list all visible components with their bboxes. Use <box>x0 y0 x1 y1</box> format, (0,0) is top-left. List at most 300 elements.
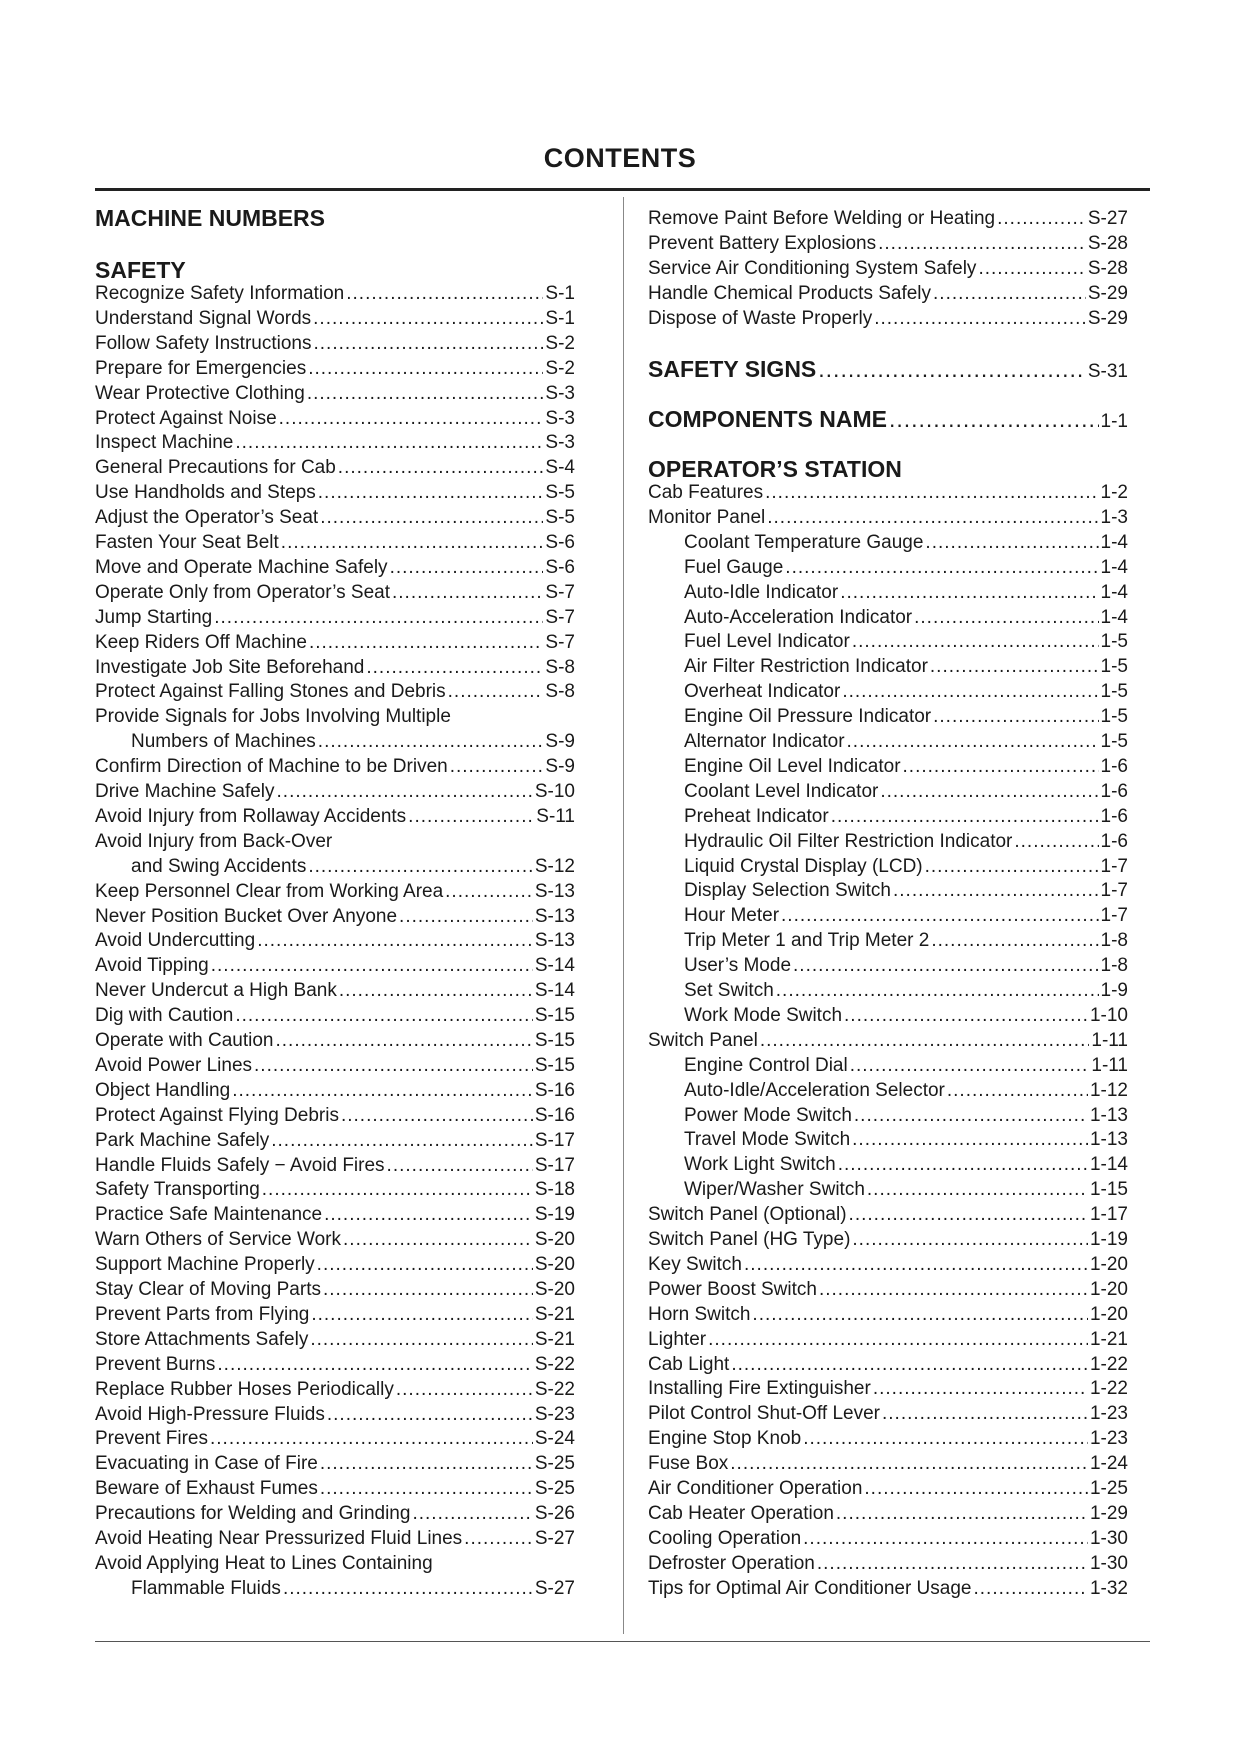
bottom-rule <box>95 1641 1150 1642</box>
toc-entry[interactable] <box>95 408 575 430</box>
leader-dots <box>311 1304 533 1326</box>
toc-entry-page: 1-8 <box>1100 930 1128 952</box>
leader-dots <box>324 1204 533 1226</box>
toc-entry[interactable] <box>95 881 575 903</box>
toc-entry-title: Work Mode Switch <box>684 1004 843 1026</box>
toc-entry-title: Prepare for Emergencies <box>95 357 307 379</box>
toc-entry[interactable] <box>95 1329 575 1351</box>
toc-entry-title: Defroster Operation <box>648 1552 815 1574</box>
toc-entry-page: S-4 <box>545 457 575 479</box>
leader-dots <box>925 532 1098 554</box>
toc-entry[interactable] <box>648 1478 1128 1500</box>
toc-entry[interactable] <box>684 831 1128 853</box>
toc-entry-page: 1-19 <box>1089 1229 1128 1250</box>
heading-safety-signs-title: SAFETY SIGNS <box>648 356 817 382</box>
toc-entry-title: Protect Against Flying Debris <box>95 1104 339 1126</box>
toc-entry-title: Engine Control Dial <box>684 1054 848 1076</box>
toc-entry-title: Work Light Switch <box>684 1154 836 1176</box>
toc-entry-title: Lighter <box>648 1328 707 1350</box>
toc-entry-page: S-5 <box>545 482 575 504</box>
toc-entry-title: Tips for Optimal Air Conditioner Usage <box>648 1577 972 1599</box>
toc-entry-title: Cab Features <box>648 482 764 503</box>
leader-dots <box>448 681 544 703</box>
toc-entry[interactable] <box>95 432 575 454</box>
toc-entry[interactable] <box>684 781 1128 803</box>
toc-entry[interactable] <box>95 1503 575 1525</box>
leader-dots <box>852 1129 1088 1151</box>
toc-entry-title: Never Undercut a High Bank <box>95 980 337 1002</box>
toc-entry-title: Protect Against Falling Stones and Debris <box>95 681 446 703</box>
toc-entry-page: S-14 <box>534 980 575 1002</box>
toc-entry-page: 1-11 <box>1091 1054 1128 1076</box>
toc-entry-page: S-25 <box>534 1478 575 1500</box>
toc-entry-title: Liquid Crystal Display (LCD) <box>684 855 923 877</box>
toc-entry-title: Prevent Parts from Flying <box>95 1303 310 1325</box>
toc-entry-page: S-16 <box>534 1104 575 1126</box>
toc-entry-page: S-6 <box>545 556 575 578</box>
leader-dots <box>339 980 533 1002</box>
toc-entry[interactable] <box>131 731 575 753</box>
toc-entry-title: Installing Fire Extinguisher <box>648 1378 871 1400</box>
toc-entry-page: S-9 <box>545 756 575 778</box>
toc-entry-title: Never Position Bucket Over Anyone <box>95 905 398 927</box>
toc-entry-page: 1-12 <box>1089 1079 1128 1101</box>
leader-dots <box>930 656 1099 678</box>
toc-entry[interactable] <box>684 905 1128 927</box>
leader-dots <box>978 258 1085 280</box>
toc-entry-page: S-1 <box>545 307 575 329</box>
toc-entry[interactable] <box>684 806 1128 828</box>
toc-entry-title: Avoid High-Pressure Fluids <box>95 1403 325 1425</box>
toc-entry[interactable] <box>95 806 575 828</box>
toc-entry-title: Hydraulic Oil Filter Restriction Indicator <box>684 830 1013 852</box>
toc-entry[interactable] <box>684 607 1128 629</box>
toc-entry[interactable] <box>95 607 575 629</box>
leader-dots <box>317 1254 533 1276</box>
toc-entry[interactable] <box>684 731 1128 753</box>
toc-entry[interactable] <box>648 1503 1128 1525</box>
toc-entry[interactable] <box>684 532 1128 554</box>
leader-dots <box>933 283 1086 305</box>
toc-entry-title: Safety Transporting <box>95 1179 260 1201</box>
toc-entry[interactable] <box>131 856 575 878</box>
toc-entry-title: Remove Paint Before Welding or Heating <box>648 208 996 229</box>
leader-dots <box>313 333 543 355</box>
toc-entry-title: Protect Against Noise <box>95 407 277 429</box>
toc-entry[interactable] <box>684 756 1128 778</box>
toc-entry-page: S-26 <box>534 1503 575 1525</box>
toc-entry[interactable] <box>95 1179 575 1201</box>
leader-dots <box>262 1179 533 1201</box>
toc-entry[interactable] <box>95 557 575 579</box>
toc-entry[interactable] <box>648 283 1128 305</box>
heading-components-name-title: COMPONENTS NAME <box>648 406 887 432</box>
toc-entry-page: 1-8 <box>1100 955 1128 977</box>
leader-dots <box>873 1378 1088 1400</box>
toc-entry-title: Keep Personnel Clear from Working Area <box>95 880 444 902</box>
toc-entry-title: and Swing Accidents <box>131 855 307 877</box>
toc-entry[interactable] <box>648 308 1128 330</box>
toc-entry-title: User’s Mode <box>684 955 792 977</box>
heading-machine-numbers[interactable]: MACHINE NUMBERS <box>95 205 325 231</box>
leader-dots <box>390 557 544 579</box>
toc-entry-page: 1-5 <box>1100 631 1128 653</box>
toc-entry[interactable] <box>648 482 1128 504</box>
leader-dots <box>817 1553 1088 1575</box>
toc-entry-page: S-1 <box>545 283 575 304</box>
heading-safety-signs[interactable] <box>648 356 1128 383</box>
toc-entry[interactable] <box>648 1528 1128 1550</box>
toc-entry[interactable] <box>684 1154 1128 1176</box>
toc-entry[interactable] <box>95 507 575 529</box>
leader-dots <box>396 1379 533 1401</box>
toc-entry[interactable] <box>648 1553 1128 1575</box>
toc-entry-page: S-3 <box>545 407 575 429</box>
toc-entry-title: Operate Only from Operator’s Seat <box>95 581 390 603</box>
leader-dots <box>277 781 533 803</box>
toc-entry[interactable] <box>95 1155 575 1177</box>
toc-entry-title: Confirm Direction of Machine to be Driven <box>95 756 448 778</box>
toc-entry[interactable] <box>95 358 575 380</box>
leader-dots <box>730 1453 1088 1475</box>
toc-entry-title: Power Boost Switch <box>648 1278 817 1300</box>
toc-entry-title: Follow Safety Instructions <box>95 332 312 354</box>
toc-entry-title: Fuel Gauge <box>684 556 784 578</box>
toc-entry[interactable] <box>684 880 1128 902</box>
toc-entry-page: S-6 <box>545 532 575 553</box>
toc-entry[interactable] <box>95 681 575 703</box>
toc-entry-title: Preheat Indicator <box>684 805 829 827</box>
toc-entry-page: S-22 <box>534 1378 575 1400</box>
leader-dots <box>320 507 543 529</box>
leader-dots <box>217 1354 532 1376</box>
toc-entry-page: 1-22 <box>1089 1378 1128 1400</box>
toc-entry[interactable] <box>684 1005 1128 1027</box>
leader-dots <box>973 1578 1087 1600</box>
toc-entry[interactable] <box>95 1005 575 1027</box>
toc-entry-page: S-13 <box>534 905 575 927</box>
toc-entry[interactable] <box>684 582 1128 604</box>
toc-entry-page: S-12 <box>534 855 575 877</box>
toc-entry-page: 1-6 <box>1100 805 1128 827</box>
toc-entry[interactable] <box>648 1030 1128 1052</box>
leader-dots <box>849 1204 1088 1226</box>
leader-dots <box>309 632 543 654</box>
toc-entry-page: 1-15 <box>1089 1179 1128 1201</box>
toc-entry-page: S-3 <box>545 382 575 404</box>
leader-dots <box>776 980 1099 1002</box>
toc-entry-title: Support Machine Properly <box>95 1254 315 1276</box>
toc-entry-page: S-8 <box>545 681 575 703</box>
toc-entry-page: 1-5 <box>1100 656 1128 678</box>
leader-dots <box>731 1354 1088 1376</box>
toc-entry[interactable] <box>684 980 1128 1002</box>
toc-entry-page: S-17 <box>534 1129 575 1151</box>
toc-entry-title: Key Switch <box>648 1253 742 1275</box>
toc-entry[interactable] <box>648 1304 1128 1326</box>
leader-dots <box>803 1428 1088 1450</box>
toc-entry-title: Warn Others of Service Work <box>95 1229 342 1251</box>
toc-entry-page: 1-7 <box>1100 855 1128 877</box>
toc-entry-page: S-15 <box>534 1030 575 1051</box>
leader-dots <box>708 1329 1088 1351</box>
toc-entry[interactable] <box>684 706 1128 728</box>
leader-dots <box>781 905 1099 927</box>
leader-dots <box>343 1229 533 1251</box>
toc-entry-page: S-8 <box>545 656 575 678</box>
toc-entry-page: S-23 <box>534 1403 575 1425</box>
toc-entry-page: S-13 <box>534 930 575 952</box>
toc-entry[interactable] <box>95 1254 575 1276</box>
toc-entry-page: 1-20 <box>1089 1303 1128 1325</box>
toc-entry[interactable] <box>684 1129 1128 1151</box>
toc-entry[interactable] <box>684 1179 1128 1201</box>
leader-dots <box>767 507 1098 529</box>
toc-entry-page: S-7 <box>545 631 575 653</box>
toc-entry[interactable] <box>95 657 575 679</box>
toc-entry-title: Air Filter Restriction Indicator <box>684 656 928 678</box>
toc-entry[interactable] <box>95 457 575 479</box>
toc-entry[interactable] <box>648 507 1128 529</box>
toc-entry-page: S-14 <box>534 955 575 977</box>
toc-entry[interactable] <box>684 1055 1128 1077</box>
toc-entry[interactable] <box>684 856 1128 878</box>
leader-dots <box>387 1155 533 1177</box>
toc-entry-page: 1-13 <box>1089 1129 1128 1151</box>
toc-entry-page: S-2 <box>545 332 575 354</box>
toc-entry-page: 1-20 <box>1089 1253 1128 1275</box>
toc-entry-page: 1-30 <box>1089 1552 1128 1574</box>
toc-entry[interactable] <box>95 756 575 778</box>
leader-dots <box>874 308 1086 330</box>
toc-entry-title: Coolant Level Indicator <box>684 780 879 802</box>
toc-entry[interactable] <box>95 1229 575 1251</box>
toc-entry-title: Service Air Conditioning System Safely <box>648 257 977 279</box>
toc-entry[interactable] <box>95 1279 575 1301</box>
toc-entry[interactable] <box>648 208 1128 230</box>
toc-entry-page: 1-2 <box>1100 482 1128 503</box>
toc-entry[interactable] <box>95 1080 575 1102</box>
toc-entry-page: 1-6 <box>1100 780 1128 802</box>
leader-dots <box>276 1030 533 1052</box>
leader-dots <box>880 781 1098 803</box>
toc-entry[interactable] <box>684 656 1128 678</box>
toc-entry[interactable] <box>684 1105 1128 1127</box>
toc-entry[interactable] <box>95 1130 575 1152</box>
leader-dots <box>235 1005 533 1027</box>
leader-dots <box>214 607 543 629</box>
toc-entry-page: S-29 <box>1087 282 1128 304</box>
toc-entry[interactable] <box>95 383 575 405</box>
toc-entry-page: 1-6 <box>1100 755 1128 777</box>
leader-dots <box>854 1105 1088 1127</box>
leader-dots <box>878 233 1086 255</box>
leader-dots <box>320 1453 533 1475</box>
toc-entry-title: Avoid Heating Near Pressurized Fluid Lines <box>95 1528 463 1549</box>
toc-entry[interactable] <box>95 980 575 1002</box>
toc-entry[interactable] <box>648 1229 1128 1251</box>
toc-entry[interactable] <box>648 1254 1128 1276</box>
leader-dots <box>847 731 1099 753</box>
toc-entry[interactable] <box>648 1354 1128 1376</box>
toc-entry-page: S-7 <box>545 606 575 628</box>
toc-entry-page: 1-21 <box>1089 1328 1128 1350</box>
toc-entry[interactable] <box>684 930 1128 952</box>
toc-entry[interactable] <box>648 233 1128 255</box>
heading-safety[interactable]: SAFETY <box>95 257 186 283</box>
toc-entry[interactable] <box>648 1329 1128 1351</box>
toc-entry[interactable] <box>95 333 575 355</box>
toc-entry[interactable] <box>684 955 1128 977</box>
toc-entry[interactable] <box>648 1403 1128 1425</box>
toc-entry-title: Dispose of Waste Properly <box>648 307 873 329</box>
leader-dots <box>903 756 1099 778</box>
toc-entry[interactable] <box>95 1528 575 1550</box>
leader-dots <box>793 955 1099 977</box>
toc-entry[interactable] <box>684 1080 1128 1102</box>
toc-entry[interactable] <box>95 582 575 604</box>
toc-entry[interactable] <box>684 631 1128 653</box>
toc-entry[interactable] <box>95 1404 575 1426</box>
toc-entry-title: Wiper/Washer Switch <box>684 1179 865 1201</box>
leader-dots <box>818 356 1086 383</box>
toc-entry[interactable] <box>95 632 575 654</box>
toc-entry-page: 1-29 <box>1089 1502 1128 1524</box>
toc-entry-page: 1-5 <box>1100 731 1128 752</box>
toc-entry[interactable] <box>95 1055 575 1077</box>
toc-entry-title: Air Conditioner Operation <box>648 1478 863 1499</box>
leader-dots <box>392 582 543 604</box>
toc-entry[interactable] <box>95 1304 575 1326</box>
toc-entry[interactable] <box>95 308 575 330</box>
toc-entry[interactable] <box>95 1354 575 1376</box>
toc-entry[interactable] <box>648 1378 1128 1400</box>
leader-dots <box>765 482 1098 504</box>
toc-entry[interactable] <box>95 1379 575 1401</box>
toc-entry[interactable] <box>95 532 575 554</box>
toc-entry-title: Cooling Operation <box>648 1527 802 1549</box>
toc-entry-page: S-20 <box>534 1279 575 1300</box>
toc-entry-title: Fuse Box <box>648 1453 729 1475</box>
leader-dots <box>408 806 534 828</box>
toc-entry-page: S-15 <box>534 1054 575 1076</box>
toc-entry[interactable] <box>684 557 1128 579</box>
toc-entry-title: Prevent Burns <box>95 1353 216 1375</box>
toc-entry-page: 1-17 <box>1089 1204 1128 1226</box>
toc-entry[interactable] <box>95 706 451 728</box>
toc-entry[interactable] <box>648 1428 1128 1450</box>
toc-entry-title: Prevent Battery Explosions <box>648 232 877 254</box>
toc-entry-title: Auto-Idle Indicator <box>684 581 839 603</box>
column-divider <box>623 197 624 1634</box>
toc-entry-page: 1-30 <box>1089 1527 1128 1549</box>
leader-dots <box>852 1229 1088 1251</box>
toc-entry[interactable] <box>95 1204 575 1226</box>
toc-entry-page: 1-14 <box>1089 1154 1128 1176</box>
toc-entry-title: Operate with Caution <box>95 1030 274 1051</box>
leader-dots <box>450 756 544 778</box>
toc-entry-page: S-5 <box>545 507 575 529</box>
heading-components-name[interactable] <box>648 406 1128 433</box>
toc-entry-title: Display Selection Switch <box>684 880 891 902</box>
toc-entry[interactable] <box>95 1428 575 1450</box>
leader-dots <box>882 1403 1088 1425</box>
toc-entry[interactable] <box>95 1478 575 1500</box>
toc-entry-title: Coolant Temperature Gauge <box>684 531 924 553</box>
toc-entry[interactable] <box>648 1204 1128 1226</box>
toc-entry-title: Recognize Safety Information <box>95 283 345 304</box>
toc-entry-title: Avoid Injury from Back-Over <box>95 830 333 852</box>
toc-entry-page: S-10 <box>534 781 575 802</box>
leader-dots <box>399 906 533 928</box>
toc-entry[interactable] <box>648 1578 1128 1600</box>
leader-dots <box>308 358 543 380</box>
heading-operators-station[interactable]: OPERATOR’S STATION <box>648 456 902 482</box>
toc-entry[interactable] <box>648 258 1128 280</box>
toc-entry-title: Stay Clear of Moving Parts <box>95 1279 321 1300</box>
leader-dots <box>318 731 544 753</box>
toc-entry-page: 1-25 <box>1089 1478 1128 1499</box>
toc-entry-page: 1-11 <box>1091 1029 1128 1051</box>
toc-entry[interactable] <box>648 1453 1128 1475</box>
leader-dots <box>852 631 1099 653</box>
toc-entry-title: Handle Fluids Safely − Avoid Fires <box>95 1154 385 1176</box>
toc-entry[interactable] <box>95 781 575 803</box>
toc-entry[interactable] <box>95 1105 575 1127</box>
toc-entry-page: 1-32 <box>1089 1577 1128 1599</box>
toc-entry-page: S-7 <box>545 581 575 603</box>
toc-entry[interactable] <box>95 1030 575 1052</box>
toc-entry-title: Understand Signal Words <box>95 307 312 329</box>
toc-entry-title: Avoid Tipping <box>95 955 209 977</box>
toc-entry-page: 1-13 <box>1089 1104 1128 1126</box>
leader-dots <box>838 1154 1088 1176</box>
toc-entry[interactable] <box>95 1553 433 1575</box>
toc-entry[interactable] <box>684 681 1128 703</box>
toc-entry[interactable] <box>95 283 575 305</box>
toc-entry-title: Precautions for Welding and Grinding <box>95 1503 411 1525</box>
leader-dots <box>933 706 1098 728</box>
toc-entry-page: 1-4 <box>1100 581 1128 603</box>
leader-dots <box>445 881 533 903</box>
toc-entry[interactable] <box>95 930 575 952</box>
toc-entry-page: 1-3 <box>1100 506 1128 528</box>
toc-entry-page: 1-23 <box>1089 1403 1128 1425</box>
toc-entry-page: S-18 <box>534 1179 575 1201</box>
leader-dots <box>947 1080 1088 1102</box>
leader-dots <box>283 1578 533 1600</box>
toc-entry-page: 1-4 <box>1100 556 1128 578</box>
toc-entry[interactable] <box>131 1578 575 1600</box>
toc-entry-page: S-27 <box>534 1577 575 1599</box>
leader-dots <box>842 681 1098 703</box>
toc-entry-page: 1-10 <box>1089 1004 1128 1026</box>
toc-entry-page: 1-7 <box>1100 880 1128 902</box>
leader-dots <box>836 1503 1088 1525</box>
toc-entry-title: Use Handholds and Steps <box>95 482 316 504</box>
toc-entry-title: Power Mode Switch <box>684 1104 852 1126</box>
toc-entry[interactable] <box>95 482 575 504</box>
toc-entry[interactable] <box>95 955 575 977</box>
toc-entry[interactable] <box>95 831 332 853</box>
toc-entry-title: Switch Panel (HG Type) <box>648 1229 851 1250</box>
toc-entry-page: S-13 <box>534 880 575 902</box>
toc-entry[interactable] <box>648 1279 1128 1301</box>
leader-dots <box>232 1080 533 1102</box>
toc-entry[interactable] <box>95 906 575 928</box>
toc-entry-title: Auto-Acceleration Indicator <box>684 606 913 628</box>
toc-entry[interactable] <box>95 1453 575 1475</box>
